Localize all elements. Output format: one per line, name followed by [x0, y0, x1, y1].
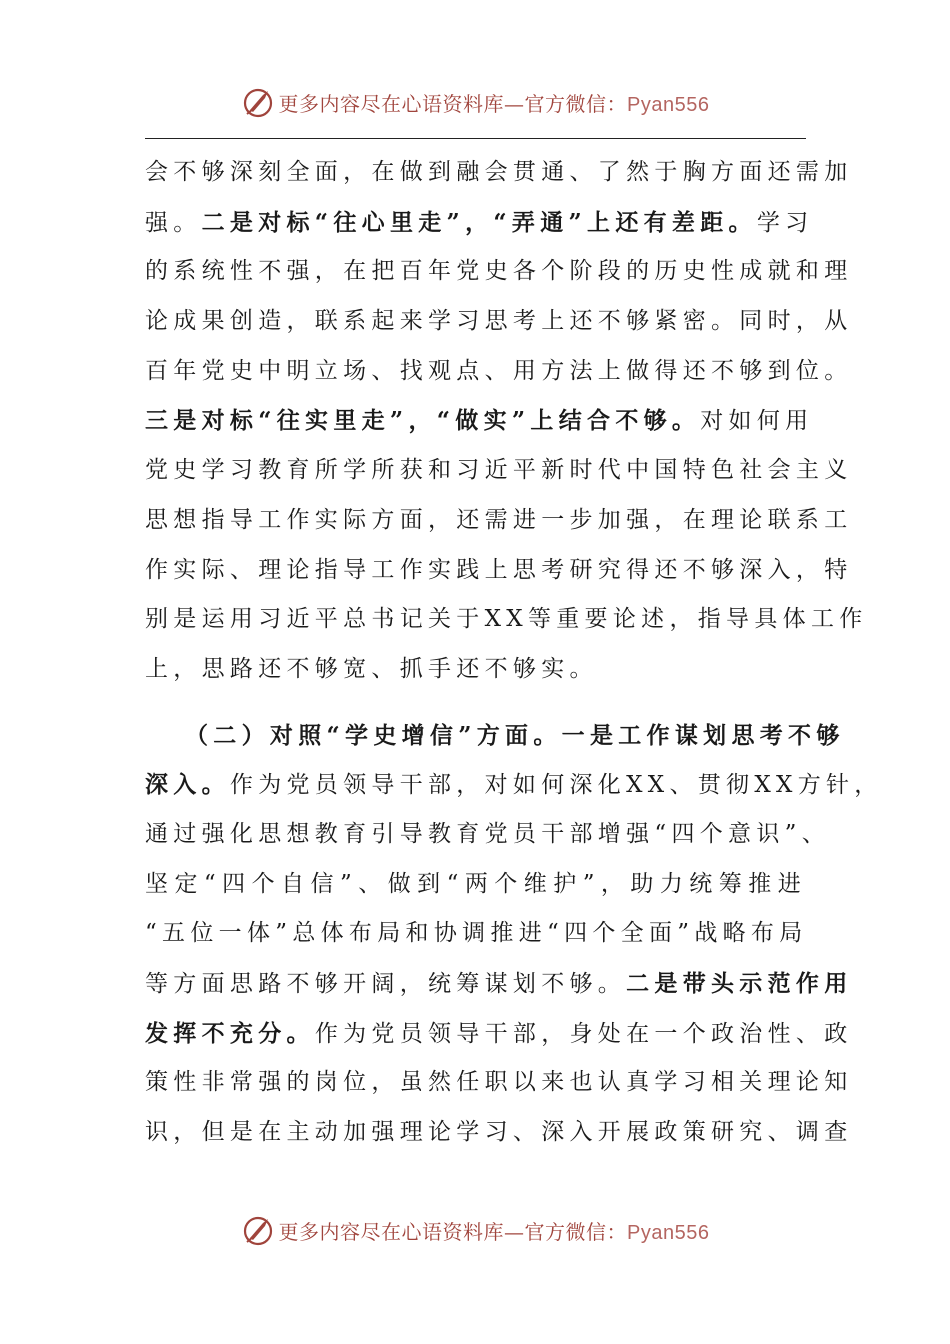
text-line: [145, 760, 883, 810]
header-banner: [0, 82, 950, 122]
text-run: 党史学习教育所学所获和习近平新时代中国特色社会主义: [145, 457, 853, 484]
text-run: 学习: [756, 209, 814, 236]
text-run: 坚定“四个自信”、做到“两个维护”，助力统筹推进: [145, 870, 806, 897]
text-run: 作为党员领导干部，身处在一个政治性、政: [314, 1020, 853, 1047]
bold-text-run: 发挥不充分。: [145, 1019, 315, 1047]
document-body: [145, 148, 883, 1158]
text-line: [145, 148, 853, 198]
text-run: 上，思路还不够宽、抓手还不够实。: [145, 655, 598, 682]
wechat-id: Pyan556: [627, 93, 710, 116]
paragraph-gap: [145, 695, 806, 711]
bold-text-run: 二是对标“往心里走”，“弄通”上还有差距。: [201, 208, 757, 236]
text-run: 的系统性不强，在把百年党史各个阶段的历史性成就和理: [145, 258, 853, 285]
text-run: 对如何用: [700, 408, 814, 435]
text-line: [145, 711, 845, 761]
text-line: [145, 909, 806, 959]
banner-text: 更多内容尽在心语资料库—官方微信：Pyan556: [278, 91, 710, 116]
text-line: [145, 446, 853, 496]
text-run: 百年党史中明立场、找观点、用方法上做得还不够到位。: [145, 357, 853, 384]
text-run: 会不够深刻全面，在做到融会贯通、了然于胸方面还需加: [145, 159, 853, 185]
paragraph: [145, 711, 883, 1158]
text-run: 论成果创造，联系起来学习思考上还不够紧密。同时，从: [145, 308, 853, 335]
text-line: [145, 347, 853, 397]
text-line: [145, 959, 853, 1009]
text-line: [145, 297, 853, 347]
text-run: 等方面思路不够开阔，统筹谋划不够。: [145, 971, 627, 997]
bold-text-run: 二是带头示范作用: [626, 970, 853, 997]
text-run: 策性非常强的岗位，虽然任职以来也认真学习相关理论知: [145, 1069, 853, 1096]
text-run: 别是运用习近平总书记关于XX等重要论述，指导具体工作: [145, 606, 868, 633]
text-run: 作实际、理论指导工作实践上思考研究得还不够深入，特: [145, 556, 853, 583]
text-line: [145, 396, 814, 446]
pen-nib-logo-icon: [241, 1213, 275, 1247]
pen-nib-logo-icon: [241, 85, 275, 119]
footer-banner: [0, 1210, 950, 1250]
text-run: 作为党员领导干部，对如何深化XX、贯彻XX方针，: [229, 772, 883, 799]
text-run: 通过强化思想教育引导教育党员干部增强“四个意识”、: [145, 820, 831, 847]
text-run: 思想指导工作实际方面，还需进一步加强，在理论联系工: [145, 506, 853, 533]
bold-text-run: 三是对标“往实里走”，“做实”上结合不够。: [145, 407, 701, 435]
text-line: [145, 810, 831, 860]
text-line: [145, 1009, 853, 1059]
text-line: [145, 860, 806, 910]
wechat-id: Pyan556: [627, 1221, 710, 1244]
text-line: [145, 198, 814, 248]
text-line: [145, 1108, 853, 1158]
text-run: “五位一体”总体布局和协调推进“四个全面”战略布局: [145, 920, 808, 947]
bold-text-run: （二）对照“学史增信”方面。一是工作谋划思考不够: [185, 721, 845, 749]
text-run: 识，但是在主动加强理论学习、深入开展政策研究、调查: [145, 1119, 853, 1146]
bold-text-run: 深入。: [145, 771, 230, 799]
text-line: [145, 247, 853, 297]
text-line: [145, 496, 853, 546]
text-line: [145, 546, 853, 596]
text-line: [145, 645, 806, 695]
banner-text: 更多内容尽在心语资料库—官方微信：Pyan556: [278, 1219, 710, 1244]
text-run: 强。: [145, 209, 202, 236]
text-line: [145, 1058, 853, 1108]
paragraph: [145, 148, 868, 695]
text-line: [145, 595, 868, 645]
header-rule: [145, 138, 806, 139]
